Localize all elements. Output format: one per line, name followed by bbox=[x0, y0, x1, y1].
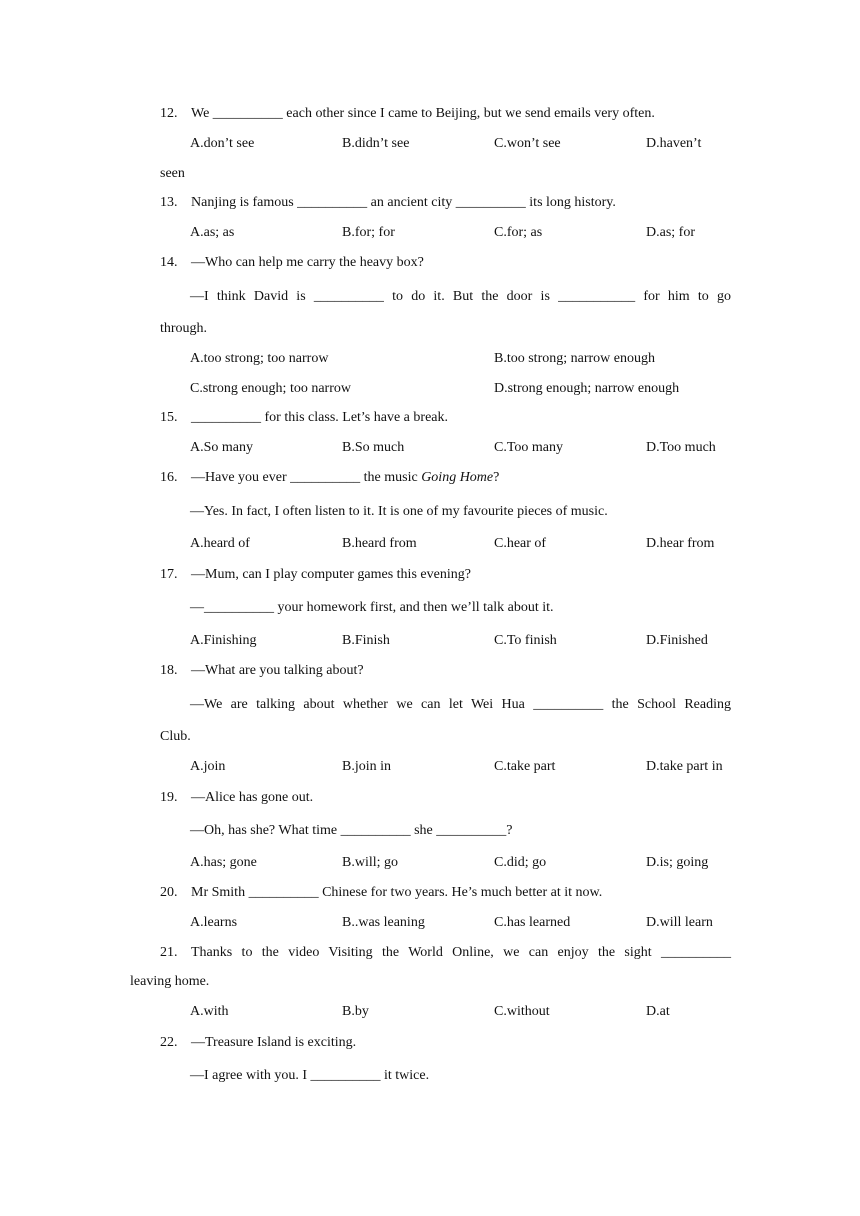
option-d: D.Too much bbox=[646, 440, 716, 455]
option-c: C.take part bbox=[494, 759, 556, 774]
question-20 bbox=[160, 884, 602, 902]
question-17 bbox=[160, 566, 471, 584]
option-c: C.Too many bbox=[494, 440, 564, 455]
question-stem: —Treasure Island is exciting. bbox=[191, 1035, 357, 1050]
option-c: C.for; as bbox=[494, 225, 543, 240]
option-d: D.Finished bbox=[646, 633, 708, 648]
option-b: B.too strong; narrow enough bbox=[494, 351, 655, 366]
question-wrap: leaving home. bbox=[130, 974, 210, 989]
option-b: B.will; go bbox=[342, 855, 399, 870]
option-b: B..was leaning bbox=[342, 915, 425, 930]
question-14 bbox=[160, 254, 424, 272]
question-stem bbox=[191, 470, 499, 485]
question-stem: Mr Smith __________ Chinese for two years. He’s much better at it now. bbox=[191, 885, 603, 900]
option-a: A.join bbox=[190, 759, 226, 774]
option-c: C.has learned bbox=[494, 915, 571, 930]
option-c: C.did; go bbox=[494, 855, 547, 870]
option-c: C.strong enough; too narrow bbox=[190, 381, 351, 396]
question-21 bbox=[160, 944, 731, 962]
question-stem: —Mum, can I play computer games this evening? bbox=[191, 567, 471, 582]
question-19 bbox=[160, 789, 313, 807]
question-12 bbox=[160, 105, 655, 123]
option-c: C.won’t see bbox=[494, 136, 561, 151]
option-b: B.So much bbox=[342, 440, 405, 455]
question-reply-wrap: Club. bbox=[160, 729, 191, 744]
question-number: 22. bbox=[160, 1035, 178, 1050]
question-16 bbox=[160, 469, 499, 487]
question-stem: We __________ each other since I came to Beijing, but we send emails very often. bbox=[191, 106, 655, 121]
question-stem: __________ for this class. Let’s have a break. bbox=[191, 410, 448, 425]
option-a: A.with bbox=[190, 1004, 229, 1019]
question-number: 13. bbox=[160, 195, 178, 210]
question-number: 16. bbox=[160, 470, 178, 485]
option-d: D.haven’t bbox=[646, 136, 702, 151]
option-d: D.strong enough; narrow enough bbox=[494, 381, 680, 396]
option-c: C.To finish bbox=[494, 633, 557, 648]
question-number: 19. bbox=[160, 790, 178, 805]
option-d: D.hear from bbox=[646, 536, 715, 551]
question-stem: Thanks to the video Visiting the World Online, we can enjoy the sight __________ bbox=[191, 945, 731, 960]
question-number: 12. bbox=[160, 106, 178, 121]
music-title: Going Home bbox=[421, 470, 494, 485]
question-reply-wrap: through. bbox=[160, 321, 208, 336]
option-c: C.without bbox=[494, 1004, 550, 1019]
question-stem: —Alice has gone out. bbox=[191, 790, 314, 805]
question-reply: —__________ your homework first, and then we’ll talk about it. bbox=[190, 600, 554, 615]
option-b: B.for; for bbox=[342, 225, 395, 240]
question-number: 20. bbox=[160, 885, 178, 900]
option-b: B.join in bbox=[342, 759, 392, 774]
question-number: 21. bbox=[160, 945, 178, 960]
option-d: D.is; going bbox=[646, 855, 709, 870]
option-a: A.So many bbox=[190, 440, 253, 455]
option-d: D.at bbox=[646, 1004, 670, 1019]
question-reply: —I think David is __________ to do it. But the door is ___________ for him to go bbox=[190, 289, 731, 304]
option-d: D.will learn bbox=[646, 915, 713, 930]
option-wrap: seen bbox=[160, 166, 185, 181]
option-a: A.heard of bbox=[190, 536, 250, 551]
question-number: 14. bbox=[160, 255, 178, 270]
option-b: B.by bbox=[342, 1004, 369, 1019]
question-reply: —Oh, has she? What time __________ she __________? bbox=[190, 823, 513, 838]
option-b: B.Finish bbox=[342, 633, 390, 648]
option-d: D.take part in bbox=[646, 759, 723, 774]
stem-end: ? bbox=[493, 470, 500, 485]
option-a: A.learns bbox=[190, 915, 238, 930]
option-d: D.as; for bbox=[646, 225, 695, 240]
question-reply: —We are talking about whether we can let Wei Hua __________ the School Reading bbox=[190, 697, 731, 712]
question-stem: —Who can help me carry the heavy box? bbox=[191, 255, 424, 270]
option-a: A.as; as bbox=[190, 225, 235, 240]
question-number: 17. bbox=[160, 567, 178, 582]
question-number: 18. bbox=[160, 663, 178, 678]
question-reply: —Yes. In fact, I often listen to it. It is one of my favourite pieces of music. bbox=[190, 504, 608, 519]
question-number: 15. bbox=[160, 410, 178, 425]
question-stem: Nanjing is famous __________ an ancient city __________ its long history. bbox=[191, 195, 616, 210]
option-a: A.don’t see bbox=[190, 136, 255, 151]
question-reply: —I agree with you. I __________ it twice. bbox=[190, 1068, 430, 1083]
option-a: A.has; gone bbox=[190, 855, 257, 870]
question-stem: —What are you talking about? bbox=[191, 663, 364, 678]
option-a: A.too strong; too narrow bbox=[190, 351, 329, 366]
option-a: A.Finishing bbox=[190, 633, 257, 648]
question-13 bbox=[160, 194, 616, 212]
option-b: B.didn’t see bbox=[342, 136, 410, 151]
question-22 bbox=[160, 1034, 356, 1052]
question-15 bbox=[160, 409, 448, 427]
option-c: C.hear of bbox=[494, 536, 547, 551]
question-18 bbox=[160, 662, 364, 680]
stem-text: —Have you ever __________ the music bbox=[191, 470, 422, 485]
option-b: B.heard from bbox=[342, 536, 417, 551]
